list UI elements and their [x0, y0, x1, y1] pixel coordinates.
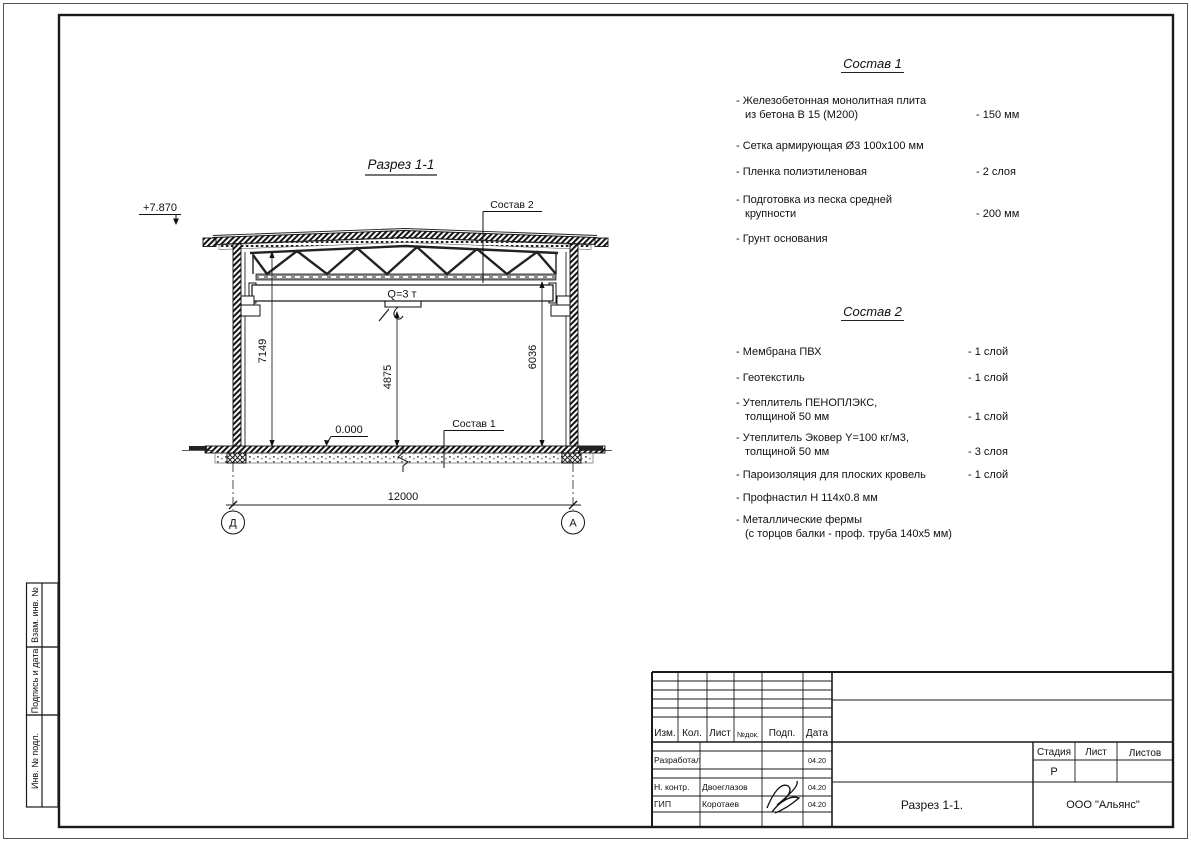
comp1-item-plate: - Железобетонная монолитная плита из бетона В 15 (М200) - 150 мм — [736, 95, 1020, 121]
tb-date-2: 04.20 — [808, 783, 826, 792]
composition-2-title: Состав 2 — [843, 304, 902, 319]
svg-text:Состав 2: Состав 2 — [490, 199, 534, 211]
margin-box-podpis-label: Подпись и дата — [30, 648, 40, 714]
composition-1-title: Состав 1 — [843, 56, 902, 71]
tb-sheets-header: Листов — [1128, 748, 1162, 759]
margin-box-inv-label: Инв. № подл. — [30, 732, 40, 790]
tb-name-nkontr: Двоеглазов — [702, 782, 748, 792]
tb-stage-header: Стадия — [1036, 747, 1072, 758]
comp2-item-vapor-barrier: - Пароизоляция для плоских кровель - 1 слой — [736, 469, 1009, 481]
tb-date-1: 04.20 — [808, 756, 826, 765]
svg-text:Д: Д — [229, 517, 237, 530]
comp1-item-film: - Пленка полиэтиленовая - 2 слоя — [736, 166, 1017, 178]
tb-header-ndok: №док. — [737, 730, 759, 739]
comp2-item-profiled-sheet: - Профнастил Н 114х0.8 мм — [736, 492, 878, 504]
crane-capacity-label: Q=3 т — [387, 288, 417, 301]
tb-header-list: Лист — [709, 728, 731, 739]
tb-role-razrabotal: Разработал — [654, 755, 701, 765]
svg-text:0.000: 0.000 — [335, 424, 363, 436]
tb-stage-value: Р — [1050, 766, 1058, 778]
comp2-item-trusses: - Металлические фермы (с торцов балки - проф. труба 140х5 мм) — [736, 514, 952, 540]
comp2-item-penoplex: - Утеплитель ПЕНОПЛЭКС, толщиной 50 мм - 1 слой — [736, 397, 1009, 423]
svg-text:А: А — [569, 517, 577, 530]
comp2-item-membrane: - Мембрана ПВХ - 1 слой — [736, 346, 1009, 358]
tb-header-izm: Изм. — [654, 728, 676, 739]
svg-text:+7.870: +7.870 — [143, 202, 177, 214]
comp2-item-geotextile: - Геотекстиль - 1 слой — [736, 372, 1009, 384]
tb-header-kol: Кол. — [682, 728, 702, 739]
tb-sheet-header: Лист — [1085, 747, 1107, 758]
tb-name-gip: Коротаев — [702, 799, 740, 809]
comp1-item-mesh: - Сетка армирующая Ø3 100х100 мм — [736, 140, 924, 152]
margin-box-vzam-label: Взам. инв. № — [30, 587, 40, 643]
tb-role-nkontr: Н. контр. — [654, 782, 690, 792]
tb-role-gip: ГИП — [654, 799, 672, 809]
tb-header-data: Дата — [805, 728, 829, 739]
comp1-item-soil: - Грунт основания — [736, 233, 828, 245]
svg-text:6036: 6036 — [527, 344, 539, 370]
svg-text:7149: 7149 — [257, 338, 269, 364]
svg-text:Состав 1: Состав 1 — [452, 418, 496, 430]
comp2-item-ekover: - Утеплитель Эковер Y=100 кг/м3, толщиной 50 мм - 3 слоя — [736, 432, 1009, 458]
tb-date-3: 04.20 — [808, 800, 826, 809]
comp1-item-sand: - Подготовка из песка средней крупности - 200 мм — [736, 194, 1020, 220]
section-title: Разрез 1-1 — [367, 157, 435, 172]
tb-header-podp: Подп. — [768, 728, 796, 739]
svg-text:4875: 4875 — [382, 364, 394, 390]
tb-company: ООО "Альянс" — [1066, 799, 1140, 811]
tb-doc-title: Разрез 1-1. — [900, 798, 964, 812]
svg-text:12000: 12000 — [387, 491, 419, 503]
